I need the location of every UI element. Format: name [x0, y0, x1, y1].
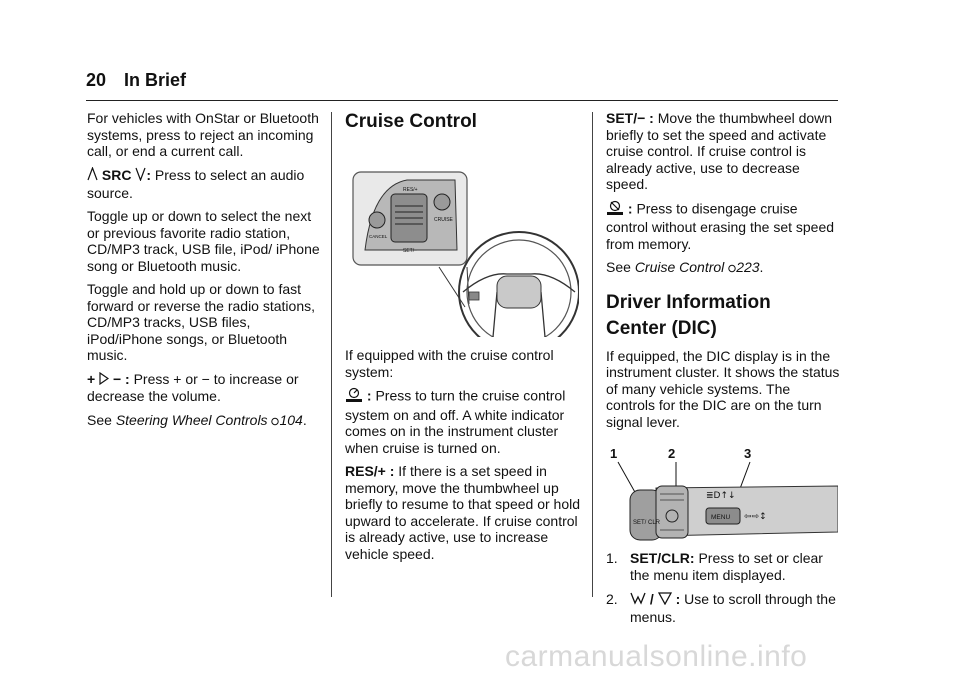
dic-intro: If equipped, the DIC display is in the instrument cluster. It shows the status of many vehicle systems. The controls for the DIC are on the turn signal lever.	[606, 347, 840, 430]
volume-plus-label: +	[87, 370, 96, 387]
cancel-colon: :	[627, 199, 633, 216]
page-number: 20	[86, 70, 107, 90]
scroll-colon: :	[675, 591, 681, 608]
setclr-description: Press to set or clear the menu item displayed.	[630, 550, 823, 583]
cancel-icon	[606, 200, 624, 220]
illus-cancel-label: CANCEL	[369, 234, 388, 239]
turn-signal-lever-illustration	[606, 446, 838, 544]
see-prefix: See	[87, 411, 112, 428]
src-description: Press to select an audio source.	[87, 166, 305, 201]
scroll-up-icon	[630, 592, 646, 609]
cruise-page-number: 223	[736, 259, 760, 275]
cruise-control-icon	[345, 387, 363, 407]
illus-menu-label: MENU	[711, 514, 731, 522]
onstar-paragraph: For vehicles with OnStar or Bluetooth systems, press to reject an incoming call, or end a current call.	[87, 110, 319, 159]
list-text-2	[630, 591, 842, 625]
steering-wheel-illustration	[347, 142, 579, 337]
page-title: In Brief	[124, 70, 187, 90]
column-divider-2	[592, 112, 593, 597]
see-prefix-2: See	[606, 259, 631, 275]
volume-minus-label: − :	[112, 370, 130, 387]
column-3	[606, 110, 842, 633]
list-text-1	[630, 550, 842, 583]
cancel-paragraph	[606, 200, 842, 253]
res-label: RES/+ :	[345, 463, 395, 479]
scroll-description: Use to scroll through the menus.	[630, 591, 836, 625]
column-1	[87, 110, 323, 436]
src-up-icon	[87, 167, 98, 185]
toggle-hold-paragraph: Toggle and hold up or down to fast forward or reverse the radio stations, CD/MP3 tracks, USB files, iPod/iPhone songs, or Bluetooth music.	[87, 281, 315, 364]
illus-num-1: 1	[610, 446, 618, 462]
src-label: SRC	[101, 166, 132, 183]
see-steering-reference	[87, 412, 323, 430]
illus-setclr-label: SET/ CLR	[633, 520, 661, 527]
column-divider-1	[331, 112, 332, 597]
set-label: SET/− :	[606, 110, 654, 126]
watermark: carmanualsonline.info	[505, 640, 808, 673]
cruise-colon: :	[366, 387, 372, 404]
illus-res-label: RES/+	[403, 187, 418, 193]
see-end: .	[302, 411, 307, 428]
cruise-control-heading: Cruise Control	[345, 111, 477, 132]
cancel-description: Press to disengage cruise control without erasing the set speed from memory.	[606, 199, 835, 252]
src-paragraph	[87, 167, 323, 202]
list-item	[606, 550, 842, 583]
headlamp-icon: ≣D↑↓	[706, 491, 736, 502]
illus-num-2: 2	[668, 446, 676, 462]
src-colon: :	[146, 166, 152, 183]
res-paragraph	[345, 463, 581, 562]
see-end-2: .	[759, 259, 764, 275]
column-2	[345, 110, 581, 569]
toggle-paragraph: Toggle up or down to select the next or previous favorite radio station, CD/MP3 track, USB file, iPod/ iPhone song or Bluetooth music.	[87, 208, 320, 274]
lever-arrows-icon: ⇦⇨↕	[744, 512, 767, 523]
volume-paragraph	[87, 371, 323, 405]
list-item	[606, 591, 842, 625]
set-paragraph	[606, 110, 842, 193]
cruise-onoff-description: Press to turn the cruise control system on and off. A white indicator comes on in the instrument cluster when cruise is turned on.	[345, 387, 566, 456]
illus-cruise-label: CRUISE	[434, 217, 453, 223]
list-number-2: 2.	[606, 591, 618, 608]
dic-heading-line2: Center (DIC)	[606, 317, 717, 339]
volume-description: Press + or − to increase or decrease the volume.	[87, 370, 299, 405]
illus-set-label: SET/−	[403, 248, 418, 254]
steering-page-number: 104	[279, 411, 303, 428]
scroll-down-icon	[658, 592, 672, 609]
src-down-icon	[135, 167, 146, 185]
see-cruise-reference	[606, 259, 842, 277]
cruise-control-link[interactable]: Cruise Control	[634, 259, 725, 275]
setclr-label: SET/CLR:	[630, 550, 695, 567]
page-ref-icon-2	[728, 260, 736, 277]
set-description: Move the thumbwheel down briefly to set the speed and activate cruise control. If cruise control is already active, use to decrease speed.	[606, 110, 833, 192]
cruise-intro: If equipped with the cruise control system:	[345, 347, 554, 380]
illus-num-3: 3	[744, 446, 752, 462]
dic-heading-line1: Driver Information	[606, 291, 771, 313]
scroll-separator: /	[649, 591, 654, 608]
page-header	[86, 70, 838, 101]
steering-wheel-controls-link[interactable]: Steering Wheel Controls	[115, 411, 268, 428]
list-number-1: 1.	[606, 550, 618, 567]
cruise-onoff-paragraph	[345, 387, 581, 456]
volume-triangle-icon	[99, 372, 109, 389]
res-description: If there is a set speed in memory, move the thumbwheel up briefly to resume to that speed or hold upward to accelerate. If cruise control is already active, use to increase vehicle speed.	[345, 463, 581, 562]
